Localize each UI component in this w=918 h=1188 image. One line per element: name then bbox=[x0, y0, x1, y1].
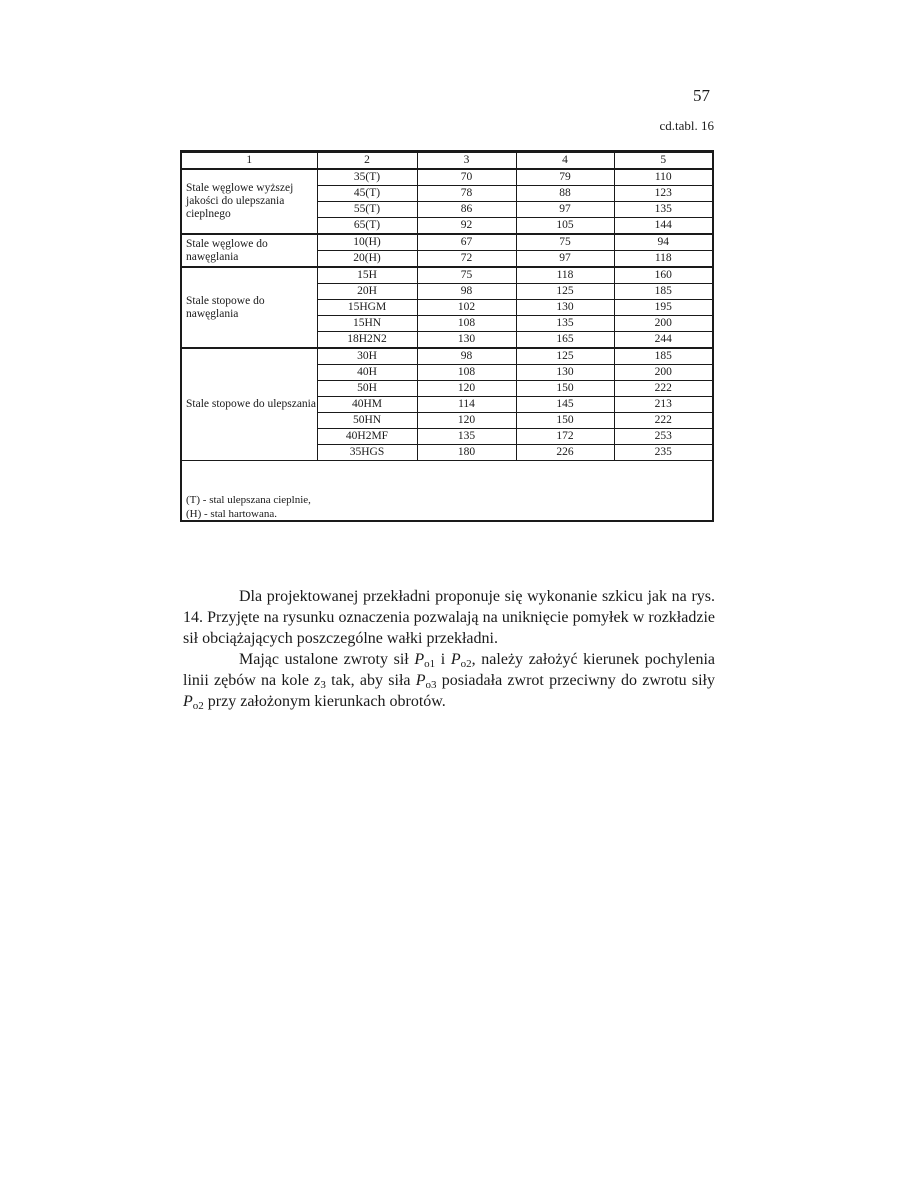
table-cell: 20H bbox=[317, 284, 417, 300]
symbol: P bbox=[415, 672, 426, 689]
table-cell: 185 bbox=[614, 348, 712, 365]
paragraph bbox=[183, 649, 715, 712]
text-span: tak, aby siła bbox=[325, 672, 416, 689]
table-cell: 130 bbox=[516, 300, 614, 316]
column-header: 2 bbox=[317, 153, 417, 170]
table-row bbox=[182, 267, 712, 284]
table-cell: 86 bbox=[417, 202, 516, 218]
table-cell: 72 bbox=[417, 251, 516, 268]
table-cell: 120 bbox=[417, 381, 516, 397]
table-row bbox=[182, 348, 712, 365]
table-cell: 45(T) bbox=[317, 186, 417, 202]
table-cell: 120 bbox=[417, 413, 516, 429]
table-cell: 150 bbox=[516, 381, 614, 397]
group-label: Stale węglowe do nawęglania bbox=[182, 234, 317, 267]
table-cell: 226 bbox=[516, 445, 614, 461]
table-cell: 102 bbox=[417, 300, 516, 316]
text-span: , należy założyć kierunek pochylenia linii zębów na kole bbox=[183, 651, 715, 689]
table-cell: 145 bbox=[516, 397, 614, 413]
table-cell: 110 bbox=[614, 169, 712, 186]
table-cell: 144 bbox=[614, 218, 712, 235]
table-cell: 40H bbox=[317, 365, 417, 381]
text-span: posiadała zwrot przeciwny do zwrotu siły bbox=[436, 672, 715, 689]
symbol: z bbox=[314, 672, 321, 689]
paragraph: Dla projektowanej przekładni proponuje się wykonanie szkicu jak na rys. 14. Przyjęte na rysunku oznaczenia pozwalają na uniknięcie pomyłek w rozkładzie sił obciążających poszczególne wałki przekładni. bbox=[183, 588, 715, 647]
column-header: 5 bbox=[614, 153, 712, 170]
table-reference: cd.tabl. 16 bbox=[659, 118, 714, 133]
text-span: Mając ustalone zwroty sił bbox=[239, 651, 415, 668]
table-cell: 200 bbox=[614, 316, 712, 332]
table-cell: 172 bbox=[516, 429, 614, 445]
group-label: Stale węglowe wyższej jakości do ulepszania cieplnego bbox=[182, 169, 317, 234]
column-header: 3 bbox=[417, 153, 516, 170]
steel-table-frame bbox=[180, 150, 714, 522]
table-cell: 40HM bbox=[317, 397, 417, 413]
table-cell: 125 bbox=[516, 348, 614, 365]
table-cell: 78 bbox=[417, 186, 516, 202]
table-cell: 40H2MF bbox=[317, 429, 417, 445]
group-label: Stale stopowe do nawęglania bbox=[182, 267, 317, 348]
table-cell: 135 bbox=[614, 202, 712, 218]
table-cell: 222 bbox=[614, 413, 712, 429]
table-cell: 18H2N2 bbox=[317, 332, 417, 349]
table-cell: 70 bbox=[417, 169, 516, 186]
table-footnote bbox=[186, 493, 311, 521]
table-cell: 253 bbox=[614, 429, 712, 445]
table-cell: 20(H) bbox=[317, 251, 417, 268]
table-cell: 55(T) bbox=[317, 202, 417, 218]
table-cell: 15HN bbox=[317, 316, 417, 332]
table-cell: 15H bbox=[317, 267, 417, 284]
table-cell: 114 bbox=[417, 397, 516, 413]
table-cell: 10(H) bbox=[317, 234, 417, 251]
table-cell: 98 bbox=[417, 348, 516, 365]
table-cell: 108 bbox=[417, 316, 516, 332]
table-cell: 105 bbox=[516, 218, 614, 235]
table-cell: 244 bbox=[614, 332, 712, 349]
subscript: o2 bbox=[460, 658, 472, 670]
table-row bbox=[182, 234, 712, 251]
table-cell: 75 bbox=[417, 267, 516, 284]
table-cell: 123 bbox=[614, 186, 712, 202]
table-cell: 92 bbox=[417, 218, 516, 235]
table-cell: 135 bbox=[417, 429, 516, 445]
table-cell: 79 bbox=[516, 169, 614, 186]
footnote-line: (T) - stal ulepszana cieplnie, bbox=[186, 494, 311, 506]
table-cell: 50H bbox=[317, 381, 417, 397]
table-cell: 130 bbox=[417, 332, 516, 349]
table-cell: 160 bbox=[614, 267, 712, 284]
table-cell: 235 bbox=[614, 445, 712, 461]
table-cell: 30H bbox=[317, 348, 417, 365]
text-span: przy założonym kierunkach obrotów. bbox=[203, 693, 446, 710]
table-cell: 65(T) bbox=[317, 218, 417, 235]
group-label: Stale stopowe do ulepszania bbox=[182, 348, 317, 461]
subscript: o1 bbox=[424, 658, 436, 670]
table-cell: 130 bbox=[516, 365, 614, 381]
body-text bbox=[183, 586, 715, 712]
table-cell: 98 bbox=[417, 284, 516, 300]
subscript: o3 bbox=[425, 679, 437, 691]
text-span: i bbox=[435, 651, 451, 668]
symbol: P bbox=[183, 693, 193, 710]
table-cell: 150 bbox=[516, 413, 614, 429]
steel-hardness-table bbox=[182, 152, 712, 461]
table-cell: 108 bbox=[417, 365, 516, 381]
table-cell: 222 bbox=[614, 381, 712, 397]
table-cell: 67 bbox=[417, 234, 516, 251]
table-cell: 118 bbox=[614, 251, 712, 268]
table-cell: 94 bbox=[614, 234, 712, 251]
table-cell: 88 bbox=[516, 186, 614, 202]
table-cell: 125 bbox=[516, 284, 614, 300]
footnote-line: (H) - stal hartowana. bbox=[186, 508, 278, 520]
symbol: P bbox=[450, 651, 461, 668]
table-cell: 50HN bbox=[317, 413, 417, 429]
table-cell: 200 bbox=[614, 365, 712, 381]
subscript: o2 bbox=[192, 700, 204, 712]
table-cell: 213 bbox=[614, 397, 712, 413]
table-cell: 165 bbox=[516, 332, 614, 349]
column-header: 4 bbox=[516, 153, 614, 170]
table-row bbox=[182, 169, 712, 186]
column-header: 1 bbox=[182, 153, 317, 170]
table-cell: 97 bbox=[516, 251, 614, 268]
table-cell: 75 bbox=[516, 234, 614, 251]
table-cell: 135 bbox=[516, 316, 614, 332]
table-cell: 180 bbox=[417, 445, 516, 461]
table-cell: 15HGM bbox=[317, 300, 417, 316]
page-number: 57 bbox=[693, 86, 710, 105]
table-cell: 35HGS bbox=[317, 445, 417, 461]
table-cell: 35(T) bbox=[317, 169, 417, 186]
table-cell: 195 bbox=[614, 300, 712, 316]
table-cell: 97 bbox=[516, 202, 614, 218]
table-cell: 118 bbox=[516, 267, 614, 284]
table-cell: 185 bbox=[614, 284, 712, 300]
subscript: 3 bbox=[320, 679, 326, 691]
symbol: P bbox=[414, 651, 425, 668]
